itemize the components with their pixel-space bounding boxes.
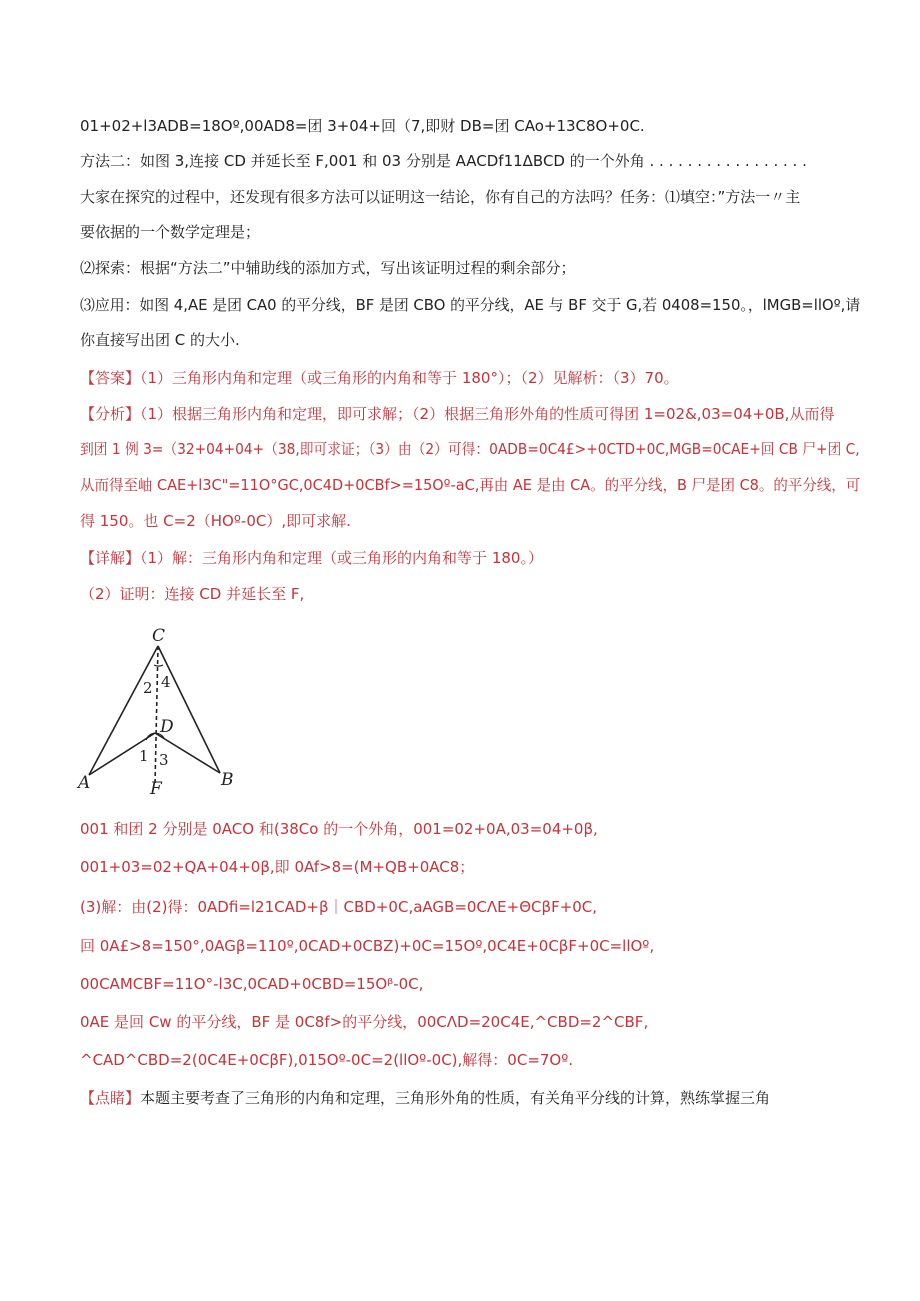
text-line-4: 要依据的一个数学定理是； [80, 223, 261, 241]
comment-tag: 【点睹】 [80, 1089, 141, 1107]
analysis-line-2: 到团 1 例 3=（32+04+04+（38,即可求证；（3）由（2）可得：0ADB=0C4£>+0CTD+0C,MGB=0CAE+回 CB 尸+团 C, [80, 440, 860, 458]
text-line-7: 你直接写出团 C 的大小. [80, 331, 240, 349]
angle-label-2: 2 [143, 679, 153, 697]
detail-line-2: （2）证明：连接 CD 并延长至 F, [80, 585, 305, 603]
detail-text: （1）解：三角形内角和定理（或三角形的内角和等于 180。） [140, 549, 543, 567]
angle-label-4: 4 [161, 673, 171, 691]
proof-line-4: 回 0A£>8=150°,0AGβ=110º,0CAD+0CBZ)+0C=15Oº,0C4E+0CβF+0C=llOº, [80, 937, 655, 955]
proof-line-1: 001 和团 2 分别是 0ACO 和(38Co 的一个外角，001=02+0A,03=04+0β, [80, 820, 598, 838]
label-D: D [160, 717, 174, 737]
label-C: C [152, 626, 166, 646]
text-line-3: 大家在探究的过程中，还发现有很多方法可以证明这一结论，你有自己的方法吗？任务：⑴填空：”方法一〃主 [80, 188, 801, 206]
triangle-figure [72, 625, 247, 800]
angle-arc-C [154, 665, 163, 666]
text-line-5: ⑵探索：根据“方法二”中辅助线的添加方式，写出该证明过程的剩余部分； [80, 259, 576, 277]
text-line-6: ⑶应用：如图 4,AE 是团 CA0 的平分线，BF 是团 CBO 的平分线，AE 与 BF 交于 G,若 0408=150。，lMGB=llOº,请 [80, 296, 861, 314]
label-F: F [150, 779, 162, 799]
detail-tag: 【详解】 [80, 549, 141, 567]
answer-tag: 【答案】 [80, 369, 141, 387]
proof-line-6: 0AE 是回 Cw 的平分线，BF 是 0C8f>的平分线，00CΛD=20C4E,^CBD=2^CBF, [80, 1013, 649, 1031]
analysis-text: （1）根据三角形内角和定理，即可求解；（2）根据三角形外角的性质可得团 1=02&,03=04+0B,从而得 [140, 405, 835, 423]
comment-line [80, 1088, 770, 1108]
segment-CF [155, 646, 158, 785]
label-B: B [221, 770, 234, 790]
analysis-line-1 [80, 404, 834, 424]
proof-line-3: (3)解：由(2)得：0ADfi=l21CAD+β｜CBD+0C,aAGB=0CΛE+ΘCβF+0C, [80, 898, 598, 916]
answer-text: （1）三角形内角和定理（或三角形的内角和等于 180°）；（2）见解析：（3）70。 [140, 369, 679, 387]
label-A: A [78, 773, 91, 793]
angle-label-3: 3 [159, 751, 169, 769]
analysis-line-4: 得 150。也 C=2（HOº-0C）,即可求解. [80, 512, 351, 530]
analysis-line-3: 从而得至岫 CAE+l3C"=11O°GC,0C4D+0CBf>=15Oº-aC,再由 AE 是由 CA。的平分线，B 尸是团 C8。的平分线，可 [80, 476, 861, 494]
proof-line-2: 001+03=02+QA+04+0β,即 0Af>8=(M+QB+0AC8； [80, 858, 475, 876]
text-line-1: 01+02+l3ADB=18Oº,00AD8=团 3+04+回（7,即财 DB=团 CAo+13C8O+0C. [80, 117, 645, 135]
angle-label-1: 1 [139, 747, 149, 765]
proof-line-5: 00CAMCBF=11O°-l3C,0CAD+0CBD=15Oᵝ-0C, [80, 975, 424, 993]
comment-text: 本题主要考查了三角形的内角和定理，三角形外角的性质，有关角平分线的计算，熟练掌握三角 [140, 1089, 771, 1107]
detail-line-1 [80, 548, 543, 568]
answer-line [80, 368, 679, 388]
proof-line-7: ^CAD^CBD=2(0C4E+0CβF),015Oº-0C=2(llOº-0C),解得：0C=7Oº. [80, 1051, 574, 1069]
analysis-tag: 【分析】 [80, 405, 141, 423]
text-line-2: 方法二：如图 3,连接 CD 并延长至 F,001 和 03 分别是 AACDf11ΔBCD 的一个外角 . . . . . . . . . . . . . . . . . [80, 152, 807, 170]
